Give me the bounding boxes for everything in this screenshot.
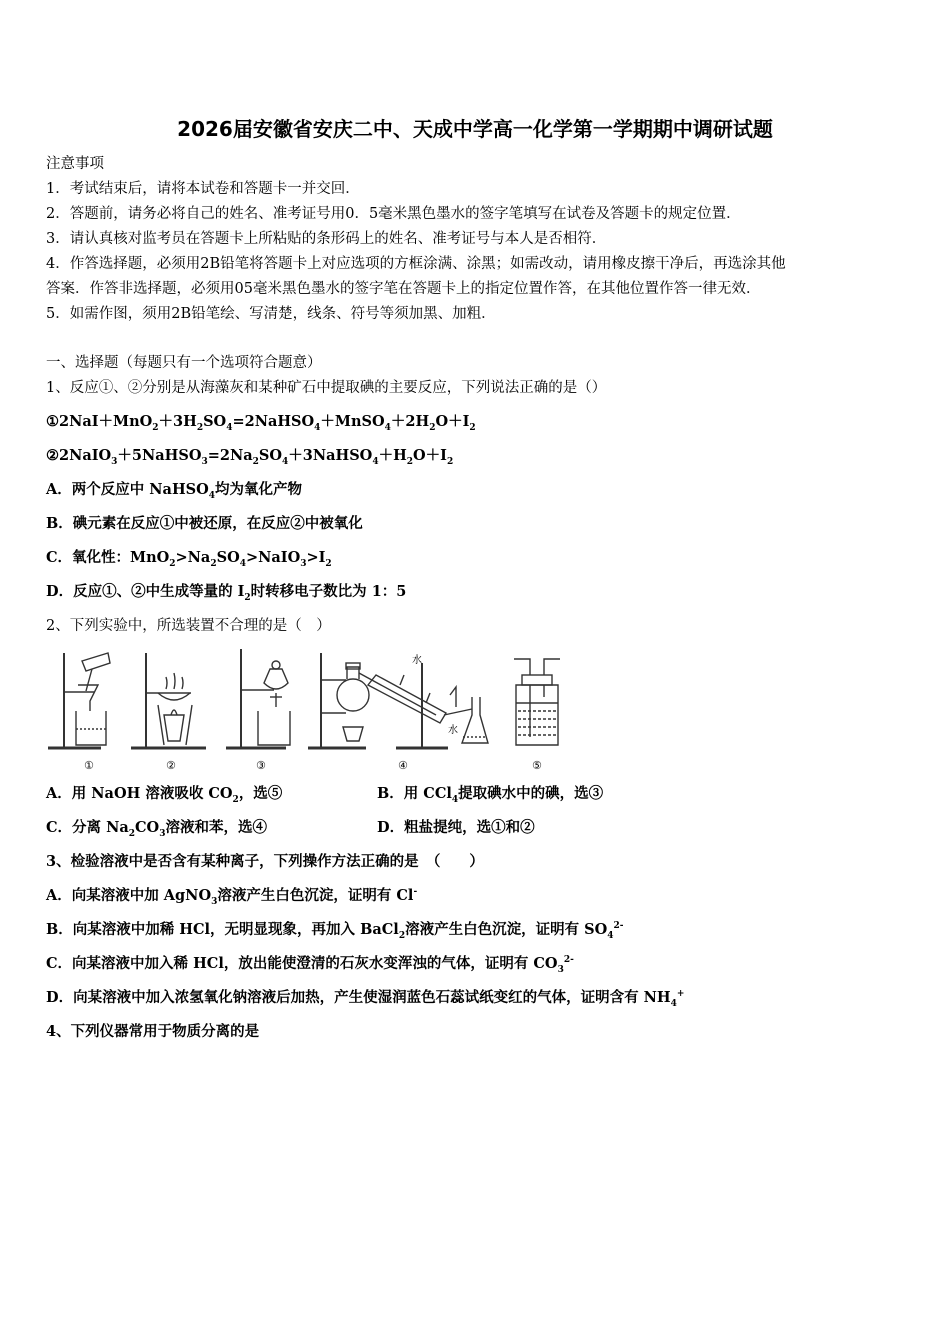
water-in-label: 水 xyxy=(412,655,422,666)
q1-equation-2: $②2NaIO_3+5NaHSO_3=2Na_2SO_4+3NaHSO_4+H_2O+I_2$ xyxy=(46,447,454,467)
q1-option-c: C．氧化性：$MnO_2>Na_2SO_4>NaIO_3>I_2$ xyxy=(46,549,332,569)
water-out-label: 水 xyxy=(448,725,458,736)
q2-option-d: D．粗盐提纯，选①和② xyxy=(377,819,535,836)
q2-stem: 2、下列实验中，所选装置不合理的是（ ） xyxy=(46,618,331,634)
q3-option-d: D．向某溶液中加入浓氢氧化钠溶液后加热，产生使湿润蓝色石蕊试纸变红的气体，证明含有 $NH_4^+$ xyxy=(46,989,685,1009)
q2-option-b: B．用 CCl$_4$提取碘水中的碘，选③ xyxy=(377,785,604,805)
q3-option-c: C．向某溶液中加入稀 HCl，放出能使澄清的石灰水变浑浊的气体，证明有 $CO_3^{2-}$ xyxy=(46,955,574,975)
notice-heading: 注意事项 xyxy=(46,156,104,172)
figure-label-1: ① xyxy=(84,759,94,772)
q2-apparatus-figure xyxy=(46,645,566,775)
notice-item-1: 1．考试结束后，请将本试卷和答题卡一并交回． xyxy=(46,181,360,197)
q1-option-b: B．碘元素在反应①中被还原，在反应②中被氧化 xyxy=(46,515,363,532)
q2-option-a: A．用 NaOH 溶液吸收 $CO_2$，选⑤ xyxy=(46,785,283,805)
q1-equation-1: $①2NaI+MnO_2+3H_2SO_4=2NaHSO_4+MnSO_4+2H_2O+I_2$ xyxy=(46,413,476,433)
apparatus-filtration xyxy=(48,653,110,748)
apparatus-distillation xyxy=(308,653,488,748)
notice-item-4-cont: 答案．作答非选择题，必须用05毫米黑色墨水的签字笔在答题卡上的指定位置作答，在其他位置作答一律无效． xyxy=(46,281,761,297)
q3-stem: 3、检验溶液中是否含有某种离子，下列操作方法正确的是 （ ） xyxy=(46,853,484,870)
figure-label-3: ③ xyxy=(256,759,266,772)
exam-title: 2026届安徽省安庆二中、天成中学高一化学第一学期期中调研试题 xyxy=(177,117,773,141)
apparatus-separatory-funnel xyxy=(226,649,290,748)
notice-item-2: 2．答题前，请务必将自己的姓名、准考证号用0．5毫米黑色墨水的签字笔填写在试卷及答题卡的规定位置． xyxy=(46,206,741,222)
notice-item-4: 4．作答选择题，必须用2B铅笔将答题卡上对应选项的方框涂满、涂黑；如需改动，请用橡皮擦干净后，再选涂其他 xyxy=(46,256,786,272)
q3-option-a: A．向某溶液中加 AgNO$_3$溶液产生白色沉淀，证明有 Cl- xyxy=(46,887,418,907)
figure-label-5: ⑤ xyxy=(532,759,542,772)
q1-stem: 1、反应①、②分别是从海藻灰和某种矿石中提取碘的主要反应，下列说法正确的是（） xyxy=(46,380,607,396)
q4-stem: 4、下列仪器常用于物质分离的是 xyxy=(46,1023,260,1040)
q1-option-a: A．两个反应中 NaHSO$_4$均为氧化产物 xyxy=(46,481,303,501)
q2-option-c: C．分离 $Na_2CO_3$溶液和苯，选④ xyxy=(46,819,267,839)
apparatus-gas-washing-bottle xyxy=(514,659,560,745)
figure-label-4: ④ xyxy=(398,759,408,772)
q1-option-d: D．反应①、②中生成等量的 $I_2$时转移电子数比为 1：5 xyxy=(46,583,407,603)
apparatus-evaporation xyxy=(131,653,206,748)
notice-item-3: 3．请认真核对监考员在答题卡上所粘贴的条形码上的姓名、准考证号与本人是否相符． xyxy=(46,231,607,247)
figure-label-2: ② xyxy=(166,759,176,772)
section-heading: 一、选择题（每题只有一个选项符合题意） xyxy=(46,355,322,371)
notice-item-5: 5．如需作图，须用2B铅笔绘、写清楚，线条、符号等须加黑、加粗． xyxy=(46,306,496,322)
q3-option-b: B．向某溶液中加稀 HCl，无明显现象，再加入 BaCl$_2$溶液产生白色沉淀，证明有 $SO_4^{2-}$ xyxy=(46,921,624,941)
